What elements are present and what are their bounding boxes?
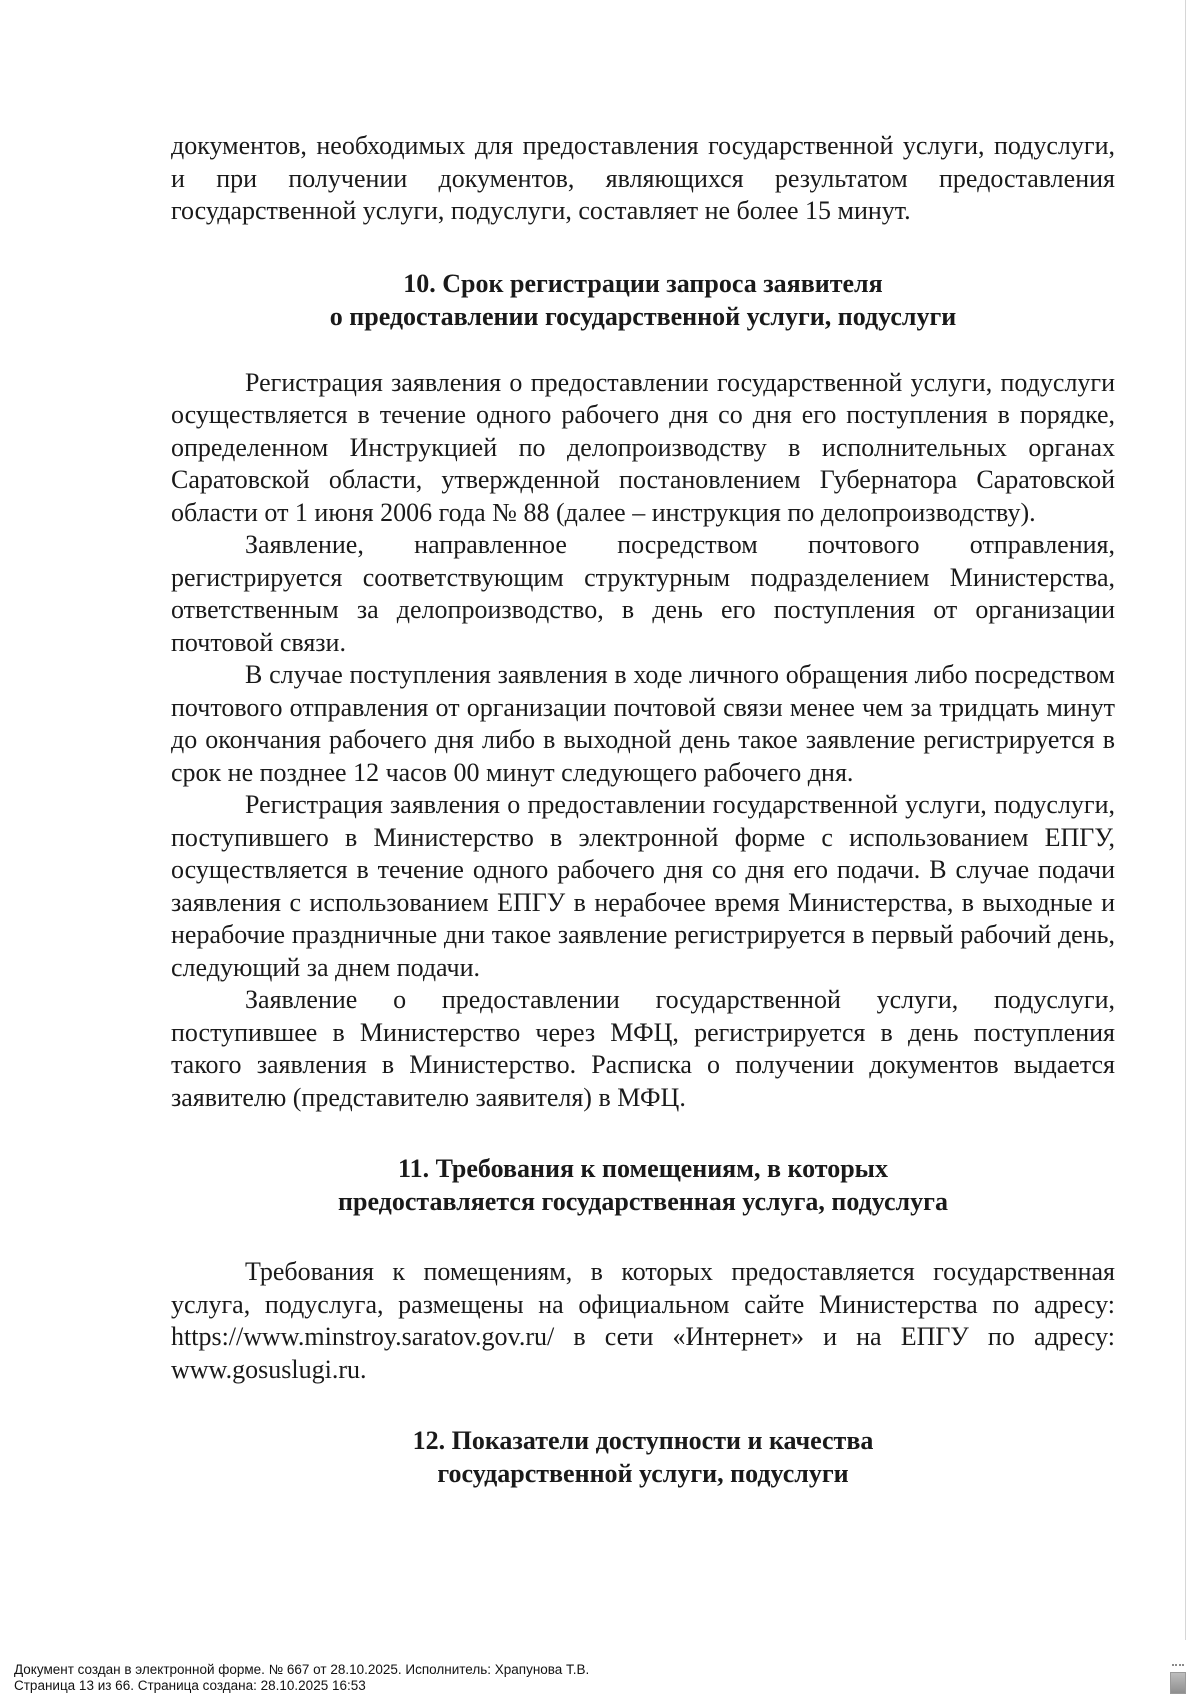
section-10-heading (171, 267, 1115, 333)
document-footer (14, 1662, 589, 1693)
corner-perforation-mark (1172, 1664, 1184, 1671)
section-11-heading-line2: предоставляется государственная услуга, подуслуга (338, 1187, 948, 1216)
section-10-heading-line2: о предоставлении государственной услуги, подуслуги (329, 301, 957, 331)
section-12-heading-line1: 12. Показатели доступности и качества (412, 1426, 874, 1455)
section-11-heading (171, 1152, 1115, 1218)
section-10-paragraph-4: Регистрация заявления о предоставлении государственной услуги, подуслуги, поступившего в Министерство в электронной форме с использованием ЕПГУ, осуществляется в течение одного рабочего дня со дня его подачи. В случае подачи заявления с использованием ЕПГУ в нерабочее время Министерства, в выходные и нерабочие праздничные дни такое заявление регистрируется в первый рабочий день, следующий за днем подачи. (171, 790, 1115, 982)
page-edge-line (1185, 0, 1186, 1640)
section-12-heading-line2: государственной услуги, подуслуги (437, 1459, 849, 1488)
section-12-heading (171, 1424, 1115, 1490)
section-10-heading-line1: 10. Срок регистрации запроса заявителя (403, 268, 883, 298)
section-10-paragraph-1: Регистрация заявления о предоставлении государственной услуги, подуслуги осуществляется в течение одного рабочего дня со дня его поступления в порядке, определенном Инструкцией по делопроизводству в исполнительных органах Саратовской области, утвержденной постановлением Губернатора Саратовской области от 1 июня 2006 года № 88 (далее – инструкция по делопроизводству). (171, 367, 1115, 527)
document-corner-icon (1170, 1672, 1186, 1694)
footer-line-1: Документ создан в электронной форме. № 667 от 28.10.2025. Исполнитель: Храпунова Т.В. (14, 1662, 590, 1677)
section-10-paragraph-2: Заявление, направленное посредством почтового отправления, регистрируется соответствующим структурным подразделением Министерства, ответственным за делопроизводство, в день его поступления от организации почтовой связи. (171, 530, 1115, 657)
section-10-paragraph-3: В случае поступления заявления в ходе личного обращения либо посредством почтового отправления от организации почтовой связи менее чем за тридцать минут до окончания рабочего дня либо в выходной день такое заявление регистрируется в срок не позднее 12 часов 00 минут следующего рабочего дня. (171, 660, 1115, 787)
footer-line-2: Страница 13 из 66. Страница создана: 28.10.2025 16:53 (14, 1677, 366, 1693)
document-body (171, 130, 1115, 1490)
section-11-paragraph: Требования к помещениям, в которых предоставляется государственная услуга, подуслуга, размещены на официальном сайте Министерства по адресу: https://www.minstroy.saratov.gov.ru/ в сети «Интернет» и на ЕПГУ по адресу: www.gosuslugi.ru. (171, 1257, 1115, 1384)
section-10-paragraph-5: Заявление о предоставлении государственной услуги, подуслуги, поступившее в Министерство через МФЦ, регистрируется в день поступления такого заявления в Министерство. Расписка о получении документов выдается заявителю (представителю заявителя) в МФЦ. (171, 985, 1115, 1112)
section-11-heading-line1: 11. Требования к помещениям, в которых (398, 1154, 888, 1183)
intro-paragraph: документов, необходимых для предоставления государственной услуги, подуслуги, и при получении документов, являющихся результатом предоставления государственной услуги, подуслуги, составляет не более 15 минут. (171, 131, 1115, 225)
